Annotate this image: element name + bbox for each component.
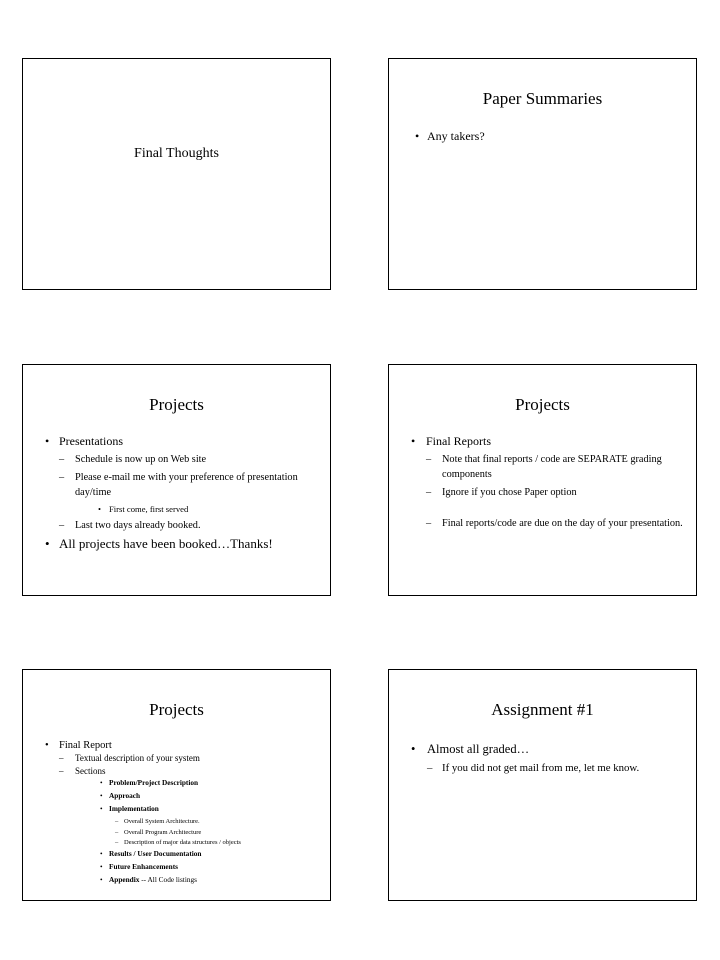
slide-body: [45, 434, 320, 554]
section-sub-item: – Description of major data structures / objects: [45, 838, 322, 849]
section-item: [45, 862, 322, 873]
slide-title: Final Thoughts: [134, 146, 219, 161]
section-item: [45, 791, 322, 802]
section-label: Appendix: [109, 874, 140, 884]
sub-bullet-item: – Please e-mail me with your preference of presentation day/time: [45, 470, 320, 500]
section-label: Problem/Project Description: [109, 778, 199, 787]
section-label: Future Enhancements: [109, 861, 178, 871]
slide-projects-final-reports: [388, 364, 697, 596]
sub-bullet-item: – Textual description of your system: [45, 752, 322, 765]
slide-paper-summaries: [388, 58, 697, 290]
slide-title: Projects: [149, 395, 204, 414]
sub-bullet-item: – Final reports/code are due on the day of your presentation.: [411, 516, 686, 531]
slide-title: Paper Summaries: [482, 89, 603, 108]
bullet-item: • Final Reports: [411, 434, 686, 449]
bullet-item: • Final Report: [45, 739, 322, 752]
sub-bullet-item: – Ignore if you chose Paper option: [411, 485, 686, 500]
slide-body: [45, 739, 322, 888]
slide-assignment-1: [388, 669, 697, 901]
sub-bullet-item: – Note that final reports / code are SEPARATE grading components: [411, 452, 686, 482]
slide-title: Assignment #1: [491, 700, 594, 719]
section-label: Approach: [109, 791, 141, 800]
sub-sub-bullet-item: • First come, first served: [45, 503, 320, 515]
sub-bullet-item: – Schedule is now up on Web site: [45, 452, 320, 467]
section-label: Implementation: [109, 804, 159, 813]
slide-body: [411, 742, 686, 776]
sub-bullet-item: – Last two days already booked.: [45, 518, 320, 533]
section-sub-item: – Overall Program Architecture: [45, 828, 322, 839]
slide-body: [411, 434, 686, 534]
section-item: [45, 778, 322, 789]
section-item: [45, 849, 322, 860]
section-label: Results / User Documentation: [109, 848, 202, 858]
sub-bullet-item: – Sections: [45, 765, 322, 778]
slide-body: [415, 129, 684, 144]
slide-final-thoughts: [22, 58, 331, 290]
slide-projects-presentations: [22, 364, 331, 596]
slide-projects-final-report-sections: [22, 669, 331, 901]
bullet-item: • Presentations: [45, 434, 320, 449]
bullet-item: • Almost all graded…: [411, 742, 686, 757]
slide-title: Projects: [149, 700, 204, 719]
section-sub-item: – Overall System Architecture.: [45, 817, 322, 828]
slide-title: Projects: [515, 395, 570, 414]
bullet-item: • All projects have been booked…Thanks!: [45, 536, 320, 551]
section-detail: -- All Code listings: [139, 874, 197, 884]
bullet-item: • Any takers?: [415, 129, 684, 144]
sub-bullet-item: – If you did not get mail from me, let me know.: [411, 761, 686, 776]
section-item: [45, 804, 322, 815]
section-item: [45, 875, 322, 886]
